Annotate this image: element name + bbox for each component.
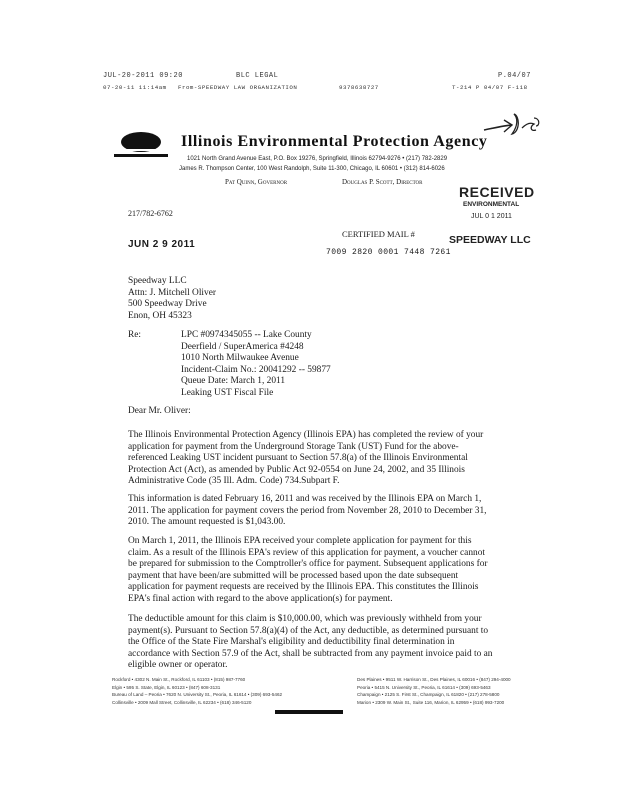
paragraph-line: claim. As a result of the Illinois EPA's review of this application for payment, a voucher cannot [128,547,485,558]
phone-number: 217/782-6762 [128,209,173,218]
paragraph-line: 2010. The amount requested is $1,043.00. [128,517,286,527]
salutation: Dear Mr. Oliver: [128,406,191,416]
fax-header-sender: BLC LEGAL [236,72,279,80]
fax-header2-number: 9378638727 [339,84,379,91]
epa-logo [112,128,170,165]
paragraph-line: The Illinois Environmental Protection Agency (Illinois EPA) has completed the review of your [128,430,484,440]
footer-office-line: Collinsville • 2009 Mall Street, Collinsville, IL 62234 • (618) 346-5120 [112,699,252,705]
certified-mail-label: CERTIFIED MAIL # [342,229,415,239]
paragraph-deductible [128,614,526,672]
paragraph-line: payment that have been/are submitted will be processed based upon the date subsequent [128,570,459,581]
agency-name: Illinois Environmental Protection Agency [181,133,488,150]
handwritten-initials [482,108,544,145]
paragraph-review [128,430,526,488]
paragraph-voucher [128,536,526,605]
recipient-line: Attn: J. Mitchell Oliver [128,287,217,298]
re-line: Leaking UST Fiscal File [181,387,274,398]
recipient-line: Speedway LLC [128,276,187,286]
handwritten-initials-icon [482,108,544,140]
paragraph-line: the Office of the State Fire Marshal's eligibility and deductibility final determination in [128,637,455,647]
footer-office-line: Bureau of Land – Peoria • 7620 N. University St., Peoria, IL 61614 • (309) 693-5462 [112,692,283,698]
received-stamp-date: JUL 0 1 2011 [471,213,512,220]
epa-logo-icon [112,128,170,160]
paragraph-line: 2011. The application for payment covers the period from November 28, 2010 to December 31, [128,505,487,516]
re-line: Queue Date: March 1, 2011 [181,376,286,386]
footer-office-line: Champaign • 2125 S. First St., Champaign, IL 61820 • (217) 278-5800 [357,692,500,698]
re-block [181,330,331,399]
paragraph-line: eligible owner or operator. [128,660,228,670]
fax-header2-datetime: 07-20-11 11:14am [103,84,167,91]
certified-mail-number: 7009 2820 0001 7448 7261 [326,248,451,257]
paragraph-line: accordance with Section 57.9 of the Act, shall be subtracted from any payment invoice paid to an [128,648,493,659]
paragraph-line: Protection Act (Act), as amended by Public Act 92-0554 on June 24, 2002, and 35 Illinois [128,464,465,475]
received-stamp-dept: ENVIRONMENTAL [463,201,520,208]
recipient-address [128,276,216,322]
fax-header2-id: T-214 P 04/07 F-118 [452,84,528,91]
re-line: 1010 North Milwaukee Avenue [181,353,299,363]
fax-header-datetime: JUL-20-2011 09:20 [103,72,183,80]
received-stamp-title: RECEIVED [459,184,535,200]
paragraph-line: application for payment from the Underground Storage Tank (UST) Fund for the above- [128,441,459,452]
agency-address-chicago: James R. Thompson Center, 100 West Randolph, Suite 11-300, Chicago, IL 60601 • (312) 814-6026 [179,166,445,172]
paragraph-line: payment(s). Pursuant to Section 57.8(a)(4) of the Act, any deductible, as determined pursuant to [128,625,489,636]
paragraph-line: referenced Leaking UST incident pursuant to Section 57.8(a) of the Illinois Environmental [128,453,468,463]
footer-office-line: Rockford • 4302 N. Main St., Rockford, IL 61103 • (815) 987-7760 [112,677,246,682]
footer-office-line: Elgin • 595 S. State, Elgin, IL 60123 • (847) 608-3131 [112,684,221,690]
received-stamp-company: SPEEDWAY LLC [449,234,531,246]
footer-office-line: Marion • 2309 W. Main St., Suite 116, Marion, IL 62959 • (618) 993-7200 [357,699,505,705]
director-name: Douglas P. Scott, Director [342,178,423,186]
recipient-line: Enon, OH 45323 [128,310,192,321]
fax-header2-from: From-SPEEDWAY LAW ORGANIZATION [178,84,298,91]
paragraph-line: Administrative Code (35 Ill. Adm. Code) 734.Subpart F. [128,476,340,486]
paragraph-line: application for payment requests are received by the Illinois EPA. This constitutes the Illinois [128,582,479,592]
footer-office-line: Des Plaines • 9511 W. Harrison St., Des Plaines, IL 60016 • (847) 294-4000 [357,677,511,682]
re-line: Incident-Claim No.: 20041292 -- 59877 [181,364,331,375]
paragraph-line: This information is dated February 16, 2011 and was received by the Illinois EPA on March 1, [128,494,482,504]
recipient-line: 500 Speedway Drive [128,299,207,309]
letter-date: JUN 2 9 2011 [128,239,196,250]
footer-offices-left [112,676,282,706]
re-line: Deerfield / SuperAmerica #4248 [181,341,304,352]
fax-header-page: P.04/07 [498,72,531,80]
paragraph-line: On March 1, 2011, the Illinois EPA received your complete application for payment for this [128,536,472,546]
re-label: Re: [128,330,142,340]
governor-name: Pat Quinn, Governor [225,178,288,186]
paragraph-line: EPA's final action with regard to the above application(s) for payment. [128,593,393,604]
footer-offices-right [357,676,511,706]
paragraph-line: be prepared for submission to the Comptroller's office for payment. Subsequent applications for [128,559,488,569]
footer-bar [275,710,343,714]
footer-office-line: Peoria • 5415 N. University St., Peoria, IL 61614 • (309) 693-5463 [357,684,491,690]
paragraph-information [128,494,526,529]
agency-address-springfield: 1021 North Grand Avenue East, P.O. Box 19276, Springfield, Illinois 62794-9276 • (217) 782-2829 [187,156,448,162]
re-line: LPC #0974345055 -- Lake County [181,330,312,340]
paragraph-line: The deductible amount for this claim is $10,000.00, which was previously withheld from your [128,614,482,624]
